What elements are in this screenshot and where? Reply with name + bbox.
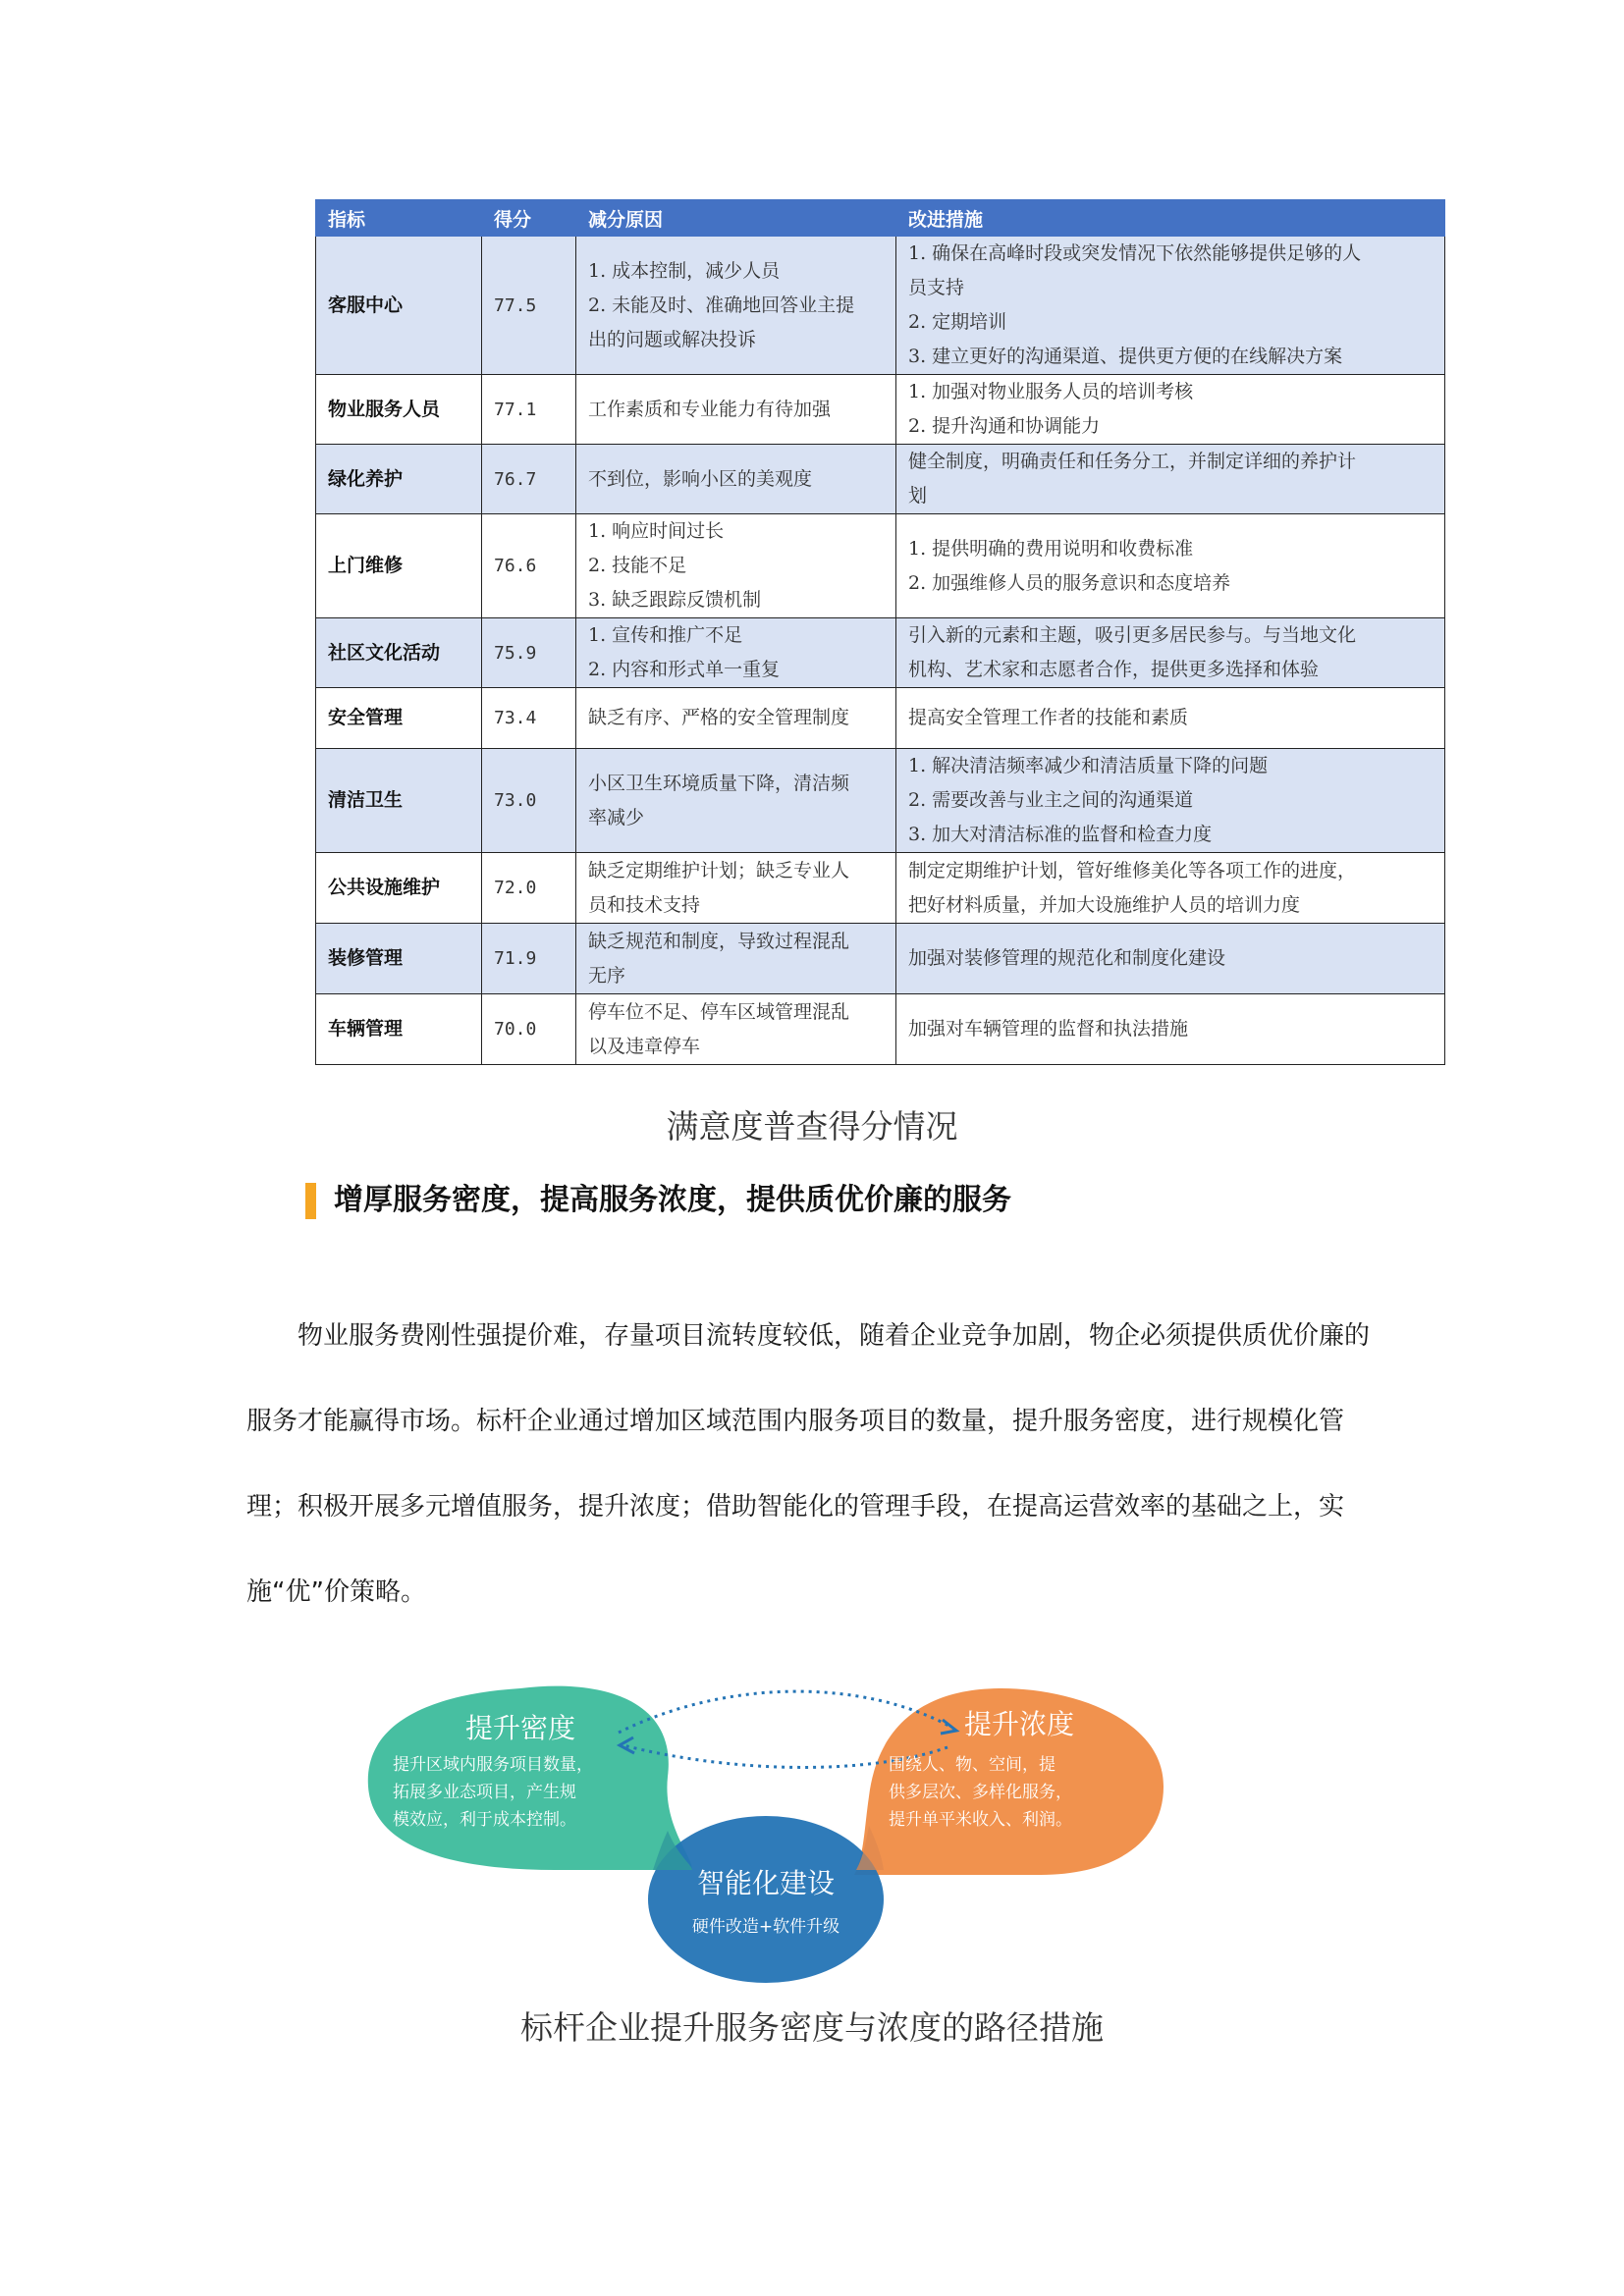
reasons-line: 无序 [588,964,626,987]
density-title: 提升密度 [464,1712,576,1744]
reasons-line: 2. 未能及时、准确地回答业主提 [588,294,855,316]
table-body [316,237,1445,1065]
concentration-line-3: 提升单平米收入、利润。 [889,1810,1072,1830]
score-cell: 76.7 [482,445,576,514]
reasons-line: 1. 响应时间过长 [588,520,725,542]
score-cell: 75.9 [482,618,576,688]
reasons-line: 不到位，影响小区的美观度 [588,467,813,490]
score-cell: 71.9 [482,924,576,994]
table-row [316,514,1445,618]
measures-line: 1. 提供明确的费用说明和收费标准 [908,537,1194,560]
reasons-cell [576,994,896,1065]
header-measures: 改进措施 [896,200,1445,237]
smart-circle [648,1816,884,1983]
measures-line: 把好材料质量，并加大设施维护人员的培训力度 [908,893,1301,916]
score-cell: 73.4 [482,688,576,749]
indicator-cell: 上门维修 [316,514,482,618]
score-cell: 70.0 [482,994,576,1065]
table-row [316,924,1445,994]
measures-line: 3. 建立更好的沟通渠道、提供更方便的在线解决方案 [908,346,1343,367]
score-cell: 77.5 [482,237,576,375]
table-caption: 满意度普查得分情况 [666,1107,958,1146]
reasons-cell [576,375,896,445]
measures-cell [896,749,1445,853]
indicator-cell: 社区文化活动 [316,618,482,688]
reasons-cell [576,514,896,618]
smart-title: 智能化建设 [696,1867,836,1899]
reasons-cell [576,924,896,994]
measures-line: 健全制度，明确责任和任务分工，并制定详细的养护计 [908,451,1357,472]
density-line-1: 提升区域内服务项目数量， [393,1755,593,1775]
indicator-cell: 物业服务人员 [316,375,482,445]
reasons-line: 1. 成本控制，减少人员 [588,259,781,282]
concentration-line-1: 围绕人、物、空间，提 [889,1755,1056,1775]
reasons-line: 率减少 [588,806,645,828]
reasons-line: 2. 技能不足 [588,555,687,576]
measures-cell [896,445,1445,514]
header-indicator: 指标 [316,200,482,237]
measures-line: 提高安全管理工作者的技能和素质 [908,707,1189,728]
table-row [316,618,1445,688]
body-paragraph: 物业服务费刚性强提价难，存量项目流转度较低，随着企业竞争加剧，物企必须提供质优价廉的服务才能赢得市场。标杆企业通过增加区域范围内服务项目的数量，提升服务密度，进行规模化管理；积极开展多元增值服务，提升浓度；借助智能化的管理手段，在提高运营效率的基础之上，实施“优”价策略。 [246,1321,1371,1607]
score-cell: 72.0 [482,853,576,924]
reasons-line: 停车位不足、停车区域管理混乱 [588,1000,850,1023]
table-row [316,445,1445,514]
header-score: 得分 [482,200,576,237]
reasons-cell [576,688,896,749]
reasons-cell [576,237,896,375]
reasons-line: 员和技术支持 [588,893,701,916]
measures-line: 加强对车辆管理的监督和执法措施 [908,1018,1189,1040]
indicator-cell: 装修管理 [316,924,482,994]
table-row [316,994,1445,1065]
path-measures-diagram [353,1659,1178,1993]
reasons-line: 工作素质和专业能力有待加强 [588,398,832,420]
table-row [316,237,1445,375]
smart-subtitle: 硬件改造+软件升级 [691,1917,840,1937]
satisfaction-score-table [315,199,1445,1065]
score-cell: 73.0 [482,749,576,853]
reasons-line: 2. 内容和形式单一重复 [588,659,781,680]
indicator-cell: 清洁卫生 [316,749,482,853]
reasons-line: 缺乏规范和制度，导致过程混乱 [588,930,850,952]
reasons-cell [576,749,896,853]
measures-line: 1. 确保在高峰时段或突发情况下依然能够提供足够的人 [908,242,1362,264]
measures-cell [896,375,1445,445]
measures-line: 2. 定期培训 [908,311,1007,333]
measures-cell [896,994,1445,1065]
measures-line: 2. 提升沟通和协调能力 [908,415,1101,437]
reasons-line: 以及违章停车 [588,1035,701,1057]
indicator-cell: 安全管理 [316,688,482,749]
section-accent-bar [305,1183,316,1219]
indicator-cell: 客服中心 [316,237,482,375]
table-row [316,749,1445,853]
indicator-cell: 车辆管理 [316,994,482,1065]
measures-cell [896,237,1445,375]
table-row [316,853,1445,924]
reasons-line: 缺乏定期维护计划；缺乏专业人 [588,859,850,881]
indicator-cell: 公共设施维护 [316,853,482,924]
measures-line: 2. 需要改善与业主之间的沟通渠道 [908,789,1194,811]
reasons-line: 3. 缺乏跟踪反馈机制 [588,589,762,611]
measures-line: 1. 解决清洁频率减少和清洁质量下降的问题 [908,755,1269,776]
measures-line: 加强对装修管理的规范化和制度化建设 [908,947,1226,969]
table-row [316,375,1445,445]
table-row [316,688,1445,749]
section-title: 增厚服务密度，提高服务浓度，提供质优价廉的服务 [334,1183,1011,1217]
measures-cell [896,514,1445,618]
score-cell: 76.6 [482,514,576,618]
concentration-line-2: 供多层次、多样化服务， [889,1783,1072,1802]
reasons-cell [576,445,896,514]
indicator-cell: 绿化养护 [316,445,482,514]
score-cell: 77.1 [482,375,576,445]
reasons-line: 1. 宣传和推广不足 [588,624,743,646]
density-line-3: 模效应，利于成本控制。 [393,1810,576,1830]
measures-line: 2. 加强维修人员的服务意识和态度培养 [908,571,1231,594]
measures-line: 3. 加大对清洁标准的监督和检查力度 [908,824,1213,845]
diagram-caption: 标杆企业提升服务密度与浓度的路径措施 [520,2008,1104,2047]
measures-line: 员支持 [908,277,965,298]
concentration-title: 提升浓度 [963,1708,1075,1740]
header-reasons: 减分原因 [576,200,896,237]
measures-cell [896,924,1445,994]
measures-line: 划 [908,485,928,507]
measures-cell [896,853,1445,924]
measures-line: 制定定期维护计划，管好维修美化等各项工作的进度， [908,859,1357,881]
reasons-line: 出的问题或解决投诉 [588,328,757,350]
reasons-cell [576,618,896,688]
measures-line: 1. 加强对物业服务人员的培训考核 [908,381,1194,402]
measures-line: 引入新的元素和主题，吸引更多居民参与。与当地文化 [908,624,1357,646]
measures-cell [896,688,1445,749]
reasons-line: 小区卫生环境质量下降，清洁频 [588,772,850,794]
measures-cell [896,618,1445,688]
reasons-line: 缺乏有序、严格的安全管理制度 [588,707,850,728]
table-header-row [316,200,1445,237]
measures-line: 机构、艺术家和志愿者合作，提供更多选择和体验 [908,659,1320,680]
density-line-2: 拓展多业态项目，产生规 [393,1783,576,1802]
reasons-cell [576,853,896,924]
